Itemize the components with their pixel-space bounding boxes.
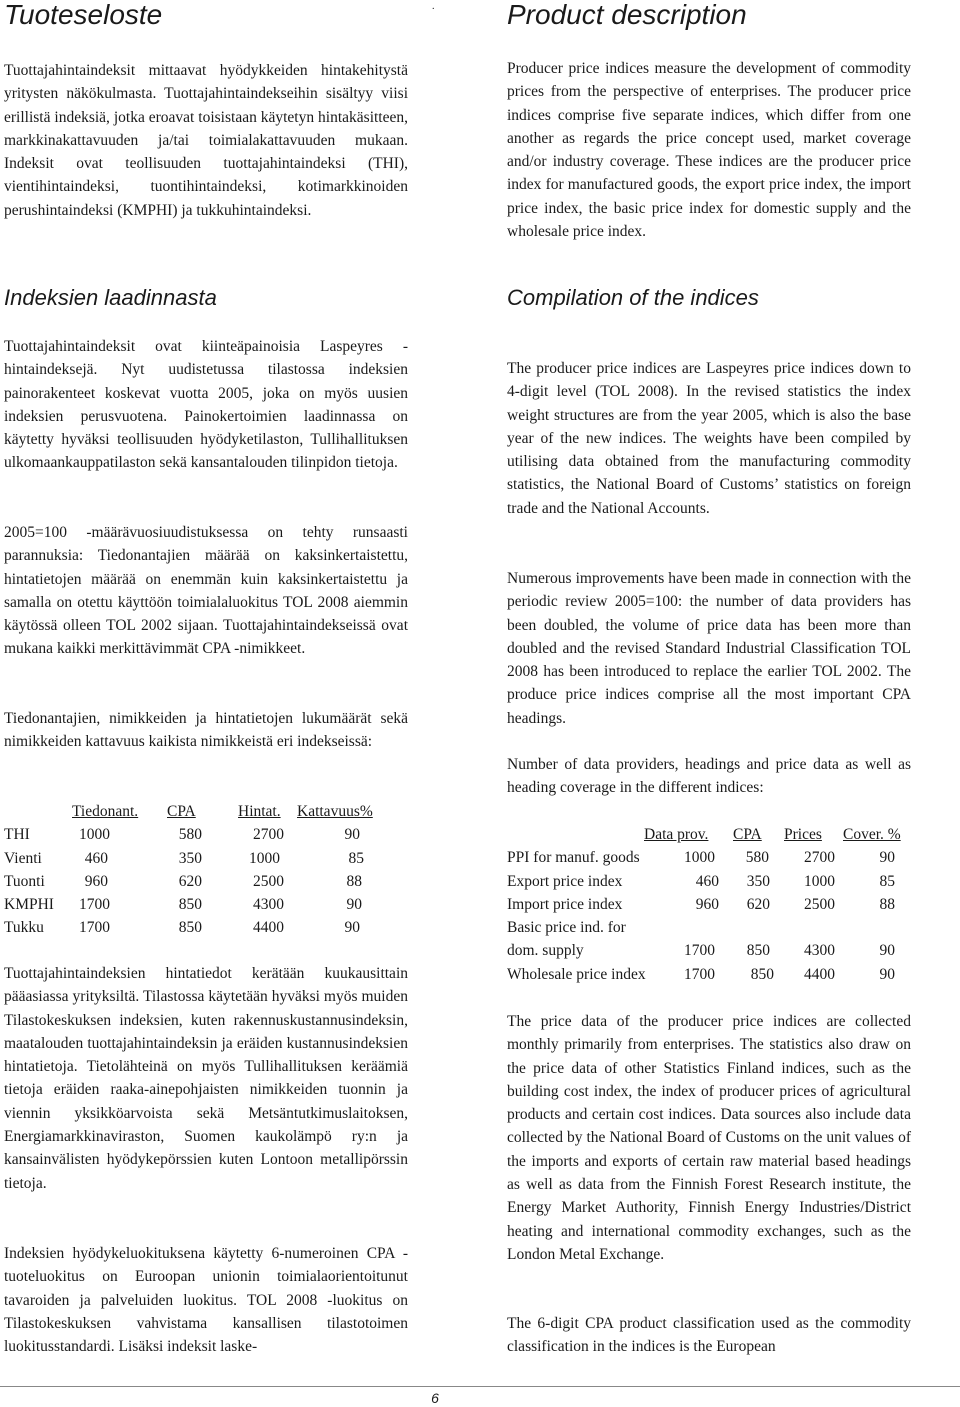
table-row — [507, 939, 911, 962]
finnish-paragraph-5: Indeksien hyödykeluokituksena käytetty 6-numeroinen CPA -tuoteluokitus on Euroopan unionin toimialaorientoitunut tavaroiden ja palveluiden luokitus. TOL 2008 -luokitus on Tilastokeskuksen vahvistama kansallisen tilastotoimen luokitusstandardi. Lisäksi indeksit laske- — [4, 1245, 408, 1356]
row-label: PPI for manuf. goods — [507, 849, 640, 867]
table-cell: 88 — [879, 895, 895, 913]
finnish-paragraph-2: 2005=100 -määrävuosiuudistuksessa on tehty runsaasti parannuksia: Tiedonantajien määrää on kaksinkertaistettu, hintatietojen määrää on enemmän kuin kaksinkertaistettu ja samalla on otettu käyttöön toimialaluokitus TOL 2008 aiemmin käytössä olleen TOL 2002 sijaan. Tuottajahintaindekseissä ovat mukana kaikki merkittävimmät CPA -nimikkeet. — [4, 524, 408, 658]
table-cell: 850 — [178, 896, 202, 914]
table-cell: 90 — [879, 965, 895, 983]
row-label: Tukku — [4, 919, 44, 937]
row-label: KMPHI — [4, 896, 54, 914]
table-cell: 1000 — [249, 849, 280, 867]
table-cell: 2500 — [804, 895, 835, 913]
table-header-row — [507, 823, 911, 846]
table-cell: 88 — [346, 872, 362, 890]
table-row — [4, 870, 408, 893]
table-cell: 960 — [84, 872, 108, 890]
table-cell: 4400 — [804, 965, 835, 983]
english-intro: Producer price indices measure the development of commodity prices from the perspective of enterprises. The producer price indices comprise five separate indices, which differ from one another as regards the price concept used, market coverage and/or industry coverage. These indices are the producer price index for manufactured goods, the export price index, the import price index, the basic price index for domestic supply and the wholesale price index. — [507, 60, 911, 241]
table-cell: 580 — [178, 826, 202, 844]
table-row — [507, 916, 911, 939]
table-cell: 2700 — [804, 849, 835, 867]
table-cell: 620 — [178, 872, 202, 890]
row-label: THI — [4, 826, 30, 844]
table-row — [507, 870, 911, 893]
table-cell: 850 — [178, 919, 202, 937]
table-cell: 1000 — [79, 826, 110, 844]
row-label: Export price index — [507, 872, 623, 890]
table-cell: 460 — [84, 849, 108, 867]
table-header: Cover. % — [843, 826, 901, 843]
footer-divider — [0, 1386, 960, 1387]
table-cell: 350 — [178, 849, 202, 867]
table-cell: 2700 — [253, 826, 284, 844]
table-cell: 90 — [344, 919, 360, 937]
finnish-paragraph-4: Tuottajahintaindeksien hintatiedot kerätään kuukausittain pääasiassa yrityksiltä. Tilastossa käytetään hyväksi myös muiden Tilastokeskuksen indeksien, kuten rakennuskustannusindeksin, maatalouden tuottajahintaindeksin ja eräiden kustannusindeksien hintatietoja. Tietolähteinä on myös Tullihallituksen keräämiä tietoja eräiden raaka-ainepohjaisten nimikkeiden tuonnin ja viennin yksikköarvoista sekä Metsäntutkimuslaitoksen, Energiamarkkinaviraston, Suomen kaukolämpö ry:n ja kansainvälisten hyödykepörssien kuten Lontoon metallipörssin tietoja. — [4, 965, 408, 1192]
english-paragraph-5: The 6-digit CPA product classification used as the commodity classification in the indices is the European — [507, 1315, 911, 1356]
table-cell: 580 — [745, 849, 769, 867]
finnish-heading: Tuoteseloste — [4, 0, 163, 30]
table-cell: 1700 — [684, 965, 715, 983]
english-paragraph-2: Numerous improvements have been made in connection with the periodic review 2005=100: the number of data providers has been doubled, the volume of price data has been more than doubled and the revised Standard Industrial Classification TOL 2008 has been introduced to replace the earlier TOL 2002. The produce price indices comprise all the most important CPA headings. — [507, 570, 911, 727]
table-cell: 1000 — [804, 872, 835, 890]
stray-mark: . — [432, 1, 435, 12]
table-row — [507, 846, 911, 869]
english-subheading: Compilation of the indices — [507, 285, 759, 310]
table-row — [507, 893, 911, 916]
table-row — [507, 963, 911, 986]
finnish-paragraph-1: Tuottajahintaindeksit ovat kiinteäpainoisia Laspeyres -hintaindeksejä. Nyt uudistetussa tilastossa indeksien painorakenteet koskevat vuotta 2005, joka on myös uusien indeksien perusvuotena. Painokertoimien laadinnassa on käytetty hyväksi teollisuuden hyödyketilaston, Tullihallituksen ulkomaankauppatilaston sekä kansantalouden tilinpidon tietoja. — [4, 338, 408, 472]
english-paragraph-4: The price data of the producer price indices are collected monthly primarily from enterprises. The statistics also draw on the price data of other Statistics Finland indices, such as the building cost index, the index of producer prices of agricultural products and certain cost indices. Data sources also include data collected by the National Board of Customs on the unit values of the imports and exports of certain raw material based headings as well as data from the Finnish Forest Research institute, the Energy Market Authority, Finnish Energy Industries/District heating and international commodity exchanges, such as the London Metal Exchange. — [507, 1013, 911, 1263]
english-paragraph-3: Number of data providers, headings and price data as well as heading coverage in the different indices: — [507, 756, 911, 797]
table-header: CPA — [733, 826, 762, 843]
table-header: Hintat. — [238, 803, 281, 820]
finnish-table — [4, 800, 408, 940]
table-cell: 1700 — [79, 919, 110, 937]
table-row — [4, 916, 408, 939]
table-header: CPA — [167, 803, 196, 820]
table-cell: 2500 — [253, 872, 284, 890]
table-cell: 4400 — [253, 919, 284, 937]
table-cell: 620 — [746, 895, 770, 913]
row-label: dom. supply — [507, 942, 584, 960]
table-cell: 90 — [344, 826, 360, 844]
table-cell: 90 — [879, 849, 895, 867]
table-cell: 85 — [348, 849, 364, 867]
table-cell: 350 — [746, 872, 770, 890]
table-cell: 850 — [750, 965, 774, 983]
row-label: Import price index — [507, 895, 623, 913]
table-header: Prices — [784, 826, 822, 843]
table-header: Data prov. — [644, 826, 709, 843]
table-cell: 1700 — [684, 942, 715, 960]
page-number: 6 — [431, 1390, 439, 1406]
english-heading: Product description — [507, 0, 747, 30]
table-cell: 90 — [879, 942, 895, 960]
row-label: Basic price ind. for — [507, 919, 626, 937]
table-cell: 90 — [346, 896, 362, 914]
english-paragraph-1: The producer price indices are Laspeyres price indices down to 4-digit level (TOL 2008). In the revised statistics the index weight structures are from the year 2005, which is also the base year of the new indices. The weights have been compiled by utilising data obtained from the manufacturing commodity statistics, the National Board of Customs’ statistics on foreign trade and the National Accounts. — [507, 360, 911, 517]
table-cell: 4300 — [804, 942, 835, 960]
row-label: Tuonti — [4, 872, 45, 890]
table-cell: 4300 — [253, 896, 284, 914]
table-row — [4, 893, 408, 916]
finnish-intro: Tuottajahintaindeksit mittaavat hyödykkeiden hintakehitystä yritysten näkökulmasta. Tuottajahintaindekseihin sisältyy viisi erillistä indeksiä, jotka eroavat toisistaan käytetyn hintakäsitteen, markkinakattavuuden ja/tai toimialakattavuuden mukaan. Indeksit ovat teollisuuden tuottajahintaindeksi (THI), vientihintaindeksi, tuontihintaindeksi, kotimarkkinoiden perushintaindeksi (KMPHI) ja tukkuhintaindeksi. — [4, 62, 408, 219]
table-header: Tiedonant. — [72, 803, 139, 820]
table-row — [4, 847, 408, 870]
table-cell: 1700 — [79, 896, 110, 914]
table-cell: 85 — [879, 872, 895, 890]
row-label: Wholesale price index — [507, 965, 646, 983]
table-header: Kattavuus% — [297, 803, 373, 820]
finnish-subheading: Indeksien laadinnasta — [4, 285, 217, 310]
finnish-paragraph-3: Tiedonantajien, nimikkeiden ja hintatietojen lukumäärät sekä nimikkeiden kattavuus kaikista nimikkeistä eri indekseissä: — [4, 710, 408, 751]
table-cell: 460 — [695, 872, 719, 890]
row-label: Vienti — [4, 849, 42, 867]
english-table — [507, 823, 911, 986]
table-cell: 1000 — [684, 849, 715, 867]
table-cell: 850 — [746, 942, 770, 960]
table-header-row — [4, 800, 408, 823]
table-row — [4, 823, 408, 846]
table-cell: 960 — [695, 895, 719, 913]
